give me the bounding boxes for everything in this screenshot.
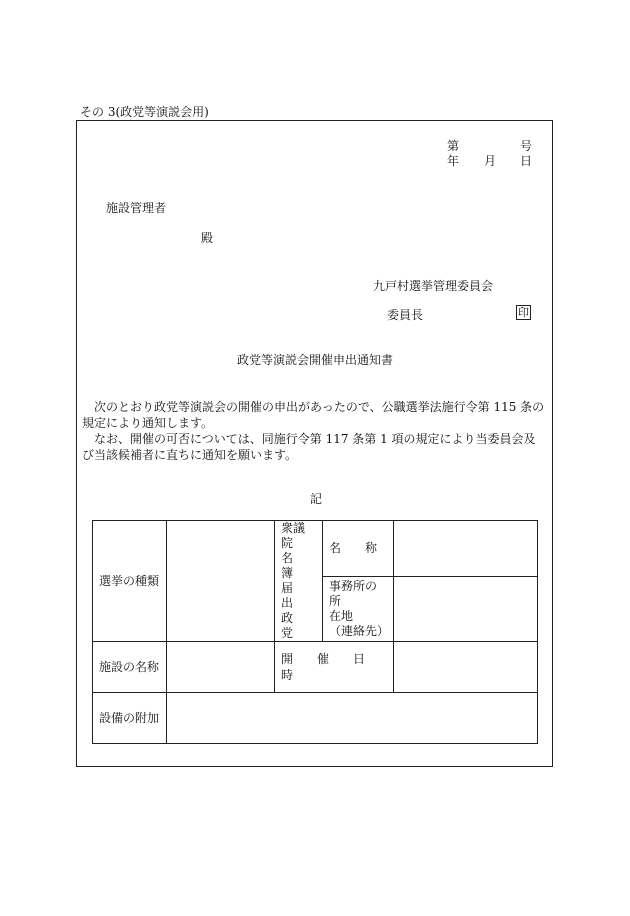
election-type-label: 選挙の種類 — [93, 521, 167, 642]
office-address-value — [394, 576, 538, 641]
office-address-line-1: 事務所の所 — [329, 578, 378, 608]
office-address-label — [323, 576, 394, 641]
date-year: 年 — [447, 154, 460, 168]
sender-committee: 九戸村選挙管理委員会 — [373, 279, 494, 293]
party-name-value — [394, 521, 538, 577]
party-label — [275, 521, 323, 642]
facility-name-value — [167, 642, 275, 693]
date-day: 日 — [520, 154, 533, 168]
party-label-line-4: 政 党 — [281, 611, 306, 640]
office-address-line-3: （連絡先） — [329, 623, 390, 638]
election-type-value — [167, 521, 275, 642]
number-suffix: 号 — [520, 139, 533, 153]
document-title: 政党等演説会開催申出通知書 — [237, 353, 394, 367]
date-month: 月 — [484, 154, 497, 168]
facility-name-label: 施設の名称 — [93, 642, 167, 693]
paragraph-2: なお、開催の可否については、同施行令第 117 条第 1 項の規定により当委員会及び当該候補者に直ちに通知を願います。 — [82, 432, 536, 462]
equipment-label: 設備の附加 — [93, 693, 167, 744]
seal-mark: 印 — [518, 306, 529, 319]
party-label-line-1: 衆議院 — [281, 521, 306, 550]
party-label-line-2: 名 簿 — [281, 551, 306, 580]
office-address-line-2: 在地 — [329, 608, 354, 623]
party-label-line-3: 届 出 — [281, 581, 306, 610]
datetime-value — [394, 642, 538, 693]
ki-mark: 記 — [310, 492, 323, 506]
form-title: その 3(政党等演説会用) — [80, 105, 209, 119]
sender-chair: 委員長 — [387, 308, 424, 322]
addressee-facility-manager: 施設管理者 — [106, 201, 167, 215]
datetime-label: 開 催 日 時 — [275, 642, 394, 693]
paragraph-1: 次のとおり政党等演説会の開催の申出があったので、公職選挙法施行令第 115 条の規定により通知します。 — [82, 400, 545, 430]
sender-seal — [516, 305, 531, 320]
details-table — [92, 520, 538, 744]
addressee-dono: 殿 — [201, 231, 214, 245]
equipment-value — [167, 693, 538, 744]
party-name-label: 名 称 — [323, 521, 394, 577]
number-prefix: 第 — [447, 139, 460, 153]
